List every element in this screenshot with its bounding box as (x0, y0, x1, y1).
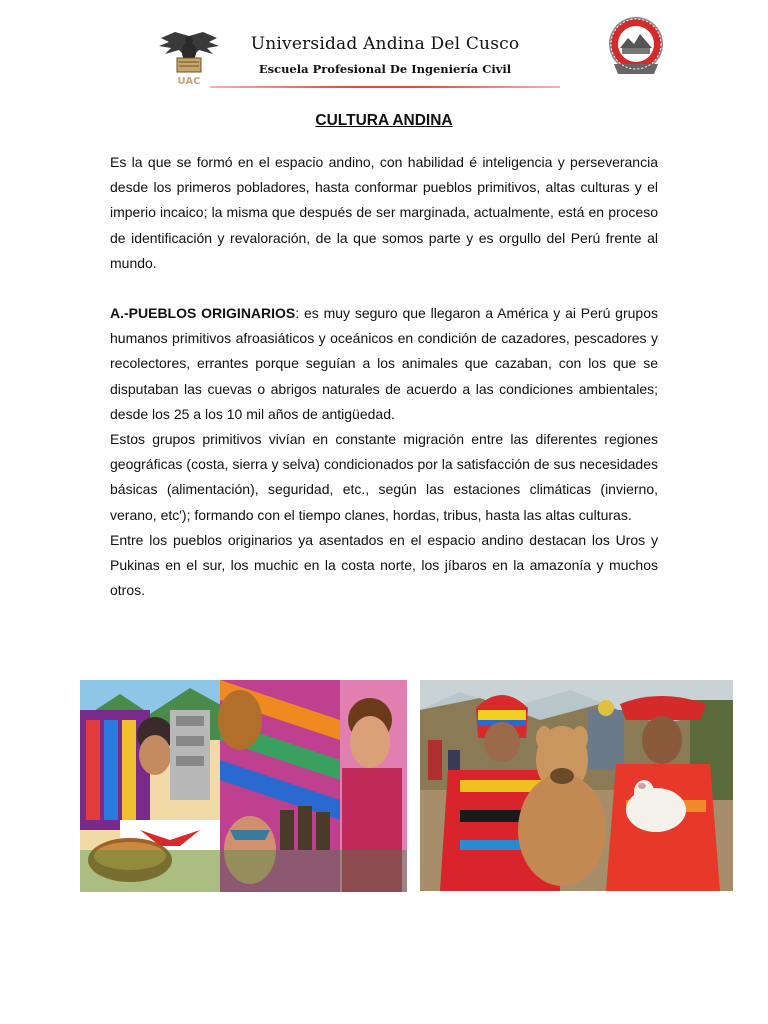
engineering-school-seal (606, 14, 666, 78)
university-name: Universidad Andina Del Cusco (250, 34, 520, 54)
section-a-text: : es muy seguro que llegaron a América y ai Perú grupos humanos primitivos afroasiáticos y oceánicos en condición de cazadores, pescadores y recolectores, errantes porque seguían a los animales que cazaban, con los que se disputaban las cuevas o abrigos naturales de acuerdo a las condiciones ambientales; desde los 25 a los 10 mil años de antigüedad. (110, 305, 658, 422)
page-title: CULTURA ANDINA (315, 112, 453, 129)
intro-paragraph: Es la que se formó en el espacio andino, con habilidad é inteligencia y perseverancia desde los primeros pobladores, hasta conformar pueblos primitivos, altas culturas y el imperio incaico; la misma que después de ser marginada, actualmente, está en proceso de identificación y revaloración, de la que somos parte y es orgullo del Perú frente al mundo. (110, 154, 658, 271)
document-body (110, 150, 658, 603)
children-with-alpaca-photo (420, 680, 733, 891)
section-a-heading: A.-PUEBLOS ORIGINARIOS (110, 305, 296, 322)
migration-paragraph: Estos grupos primitivos vivían en constante migración entre las diferentes regiones geográficas (costa, sierra y selva) condicionados por la satisfacción de sus necesidades básicas (alimentación), seguridad, etc., según las estaciones climáticas (invierno, verano, etc'); formando con el tiempo clanes, hordas, tribus, hasta las altas culturas. (110, 431, 658, 523)
header-divider (210, 86, 560, 88)
document-header (0, 0, 768, 100)
logo-lettering: UAC (177, 76, 201, 87)
school-name: Escuela Profesional De Ingeniería Civil (258, 62, 512, 76)
section-a-paragraph (110, 301, 658, 427)
peoples-paragraph: Entre los pueblos originarios ya asentados en el espacio andino destacan los Uros y Pukinas en el sur, los muchic en la costa norte, los jíbaros en la amazonía y muchos otros. (110, 531, 658, 599)
andean-culture-collage-image (80, 680, 407, 892)
